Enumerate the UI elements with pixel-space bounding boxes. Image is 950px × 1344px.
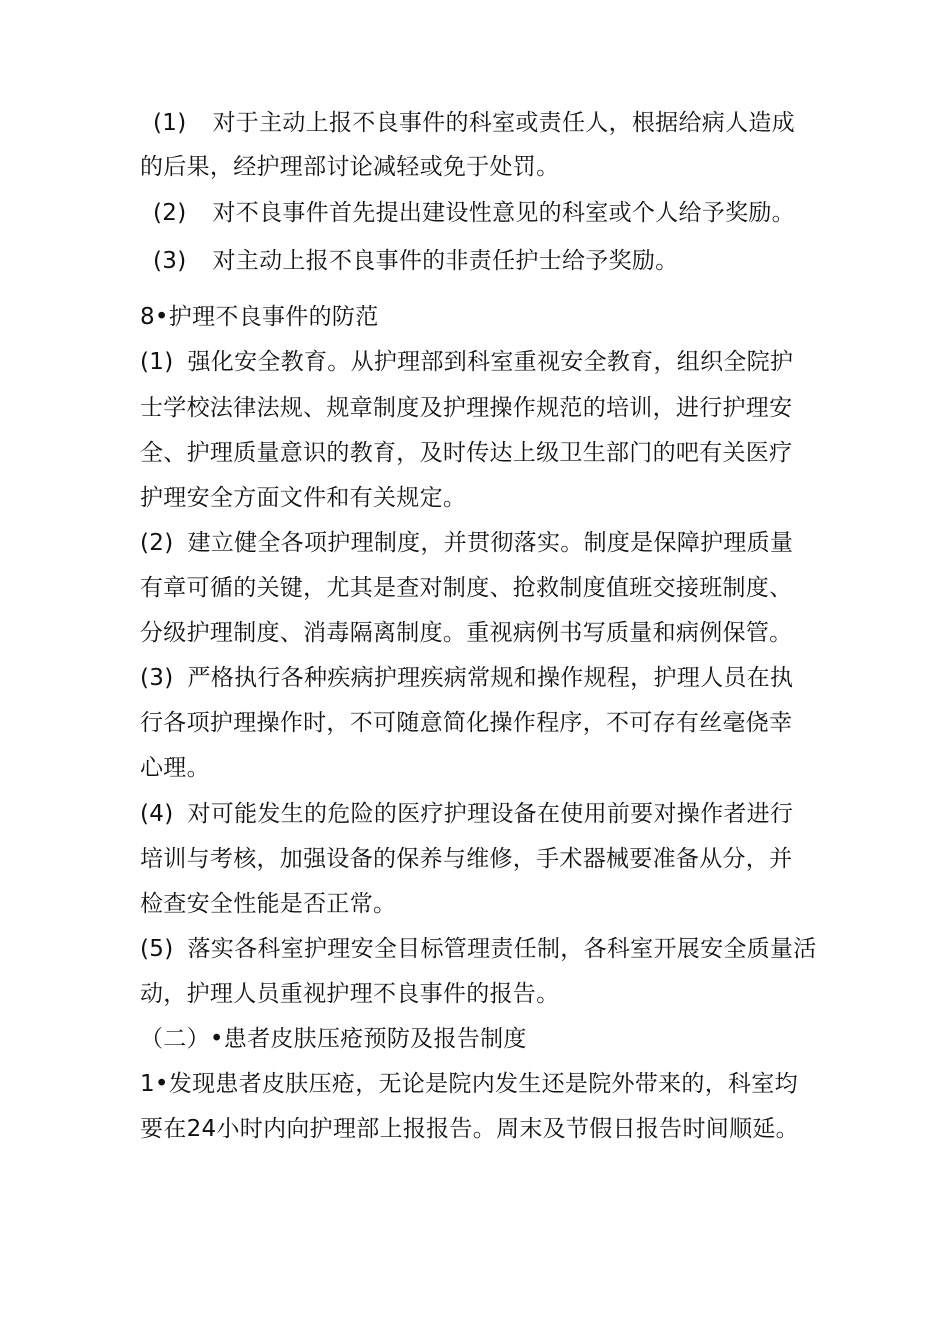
item-number: (5) (140, 936, 174, 962)
prevention-item-4 (140, 799, 793, 829)
item-text: 严格执行各种疾病护理疾病常规和操作规程，护理人员在执 (187, 665, 794, 691)
paragraph-line: 士学校法律法规、规章制度及护理操作规范的培训，进行护理安 (140, 395, 793, 421)
prevention-item-3 (140, 663, 793, 693)
paragraph-line: 心理。 (140, 755, 210, 781)
paragraph-line: 要在24小时内向护理部上报报告。周末及节假日报告时间顺延。 (140, 1116, 799, 1142)
paragraph-line: 有章可循的关键，尤其是查对制度、抢救制度值班交接班制度、 (140, 575, 793, 601)
section-2-heading: （二）•患者皮肤压疮预防及报告制度 (140, 1026, 527, 1052)
paragraph-line: 护理安全方面文件和有关规定。 (140, 485, 467, 511)
item-text: 落实各科室护理安全目标管理责任制，各科室开展安全质量活 (187, 936, 817, 962)
prevention-item-5 (140, 934, 817, 964)
reward-item-1-continuation: 的后果，经护理部讨论减轻或免于处罚。 (140, 154, 560, 180)
item-text: 对于主动上报不良事件的科室或责任人，根据给病人造成 (212, 110, 795, 136)
item-number: (3) (153, 248, 187, 274)
item-text: 建立健全各项护理制度，并贯彻落实。制度是保障护理质量 (187, 530, 794, 556)
paragraph-line: 分级护理制度、消毒隔离制度。重视病例书写质量和病例保管。 (140, 620, 793, 646)
paragraph-line: 全、护理质量意识的教育，及时传达上级卫生部门的吧有关医疗 (140, 440, 793, 466)
paragraph-line: 培训与考核，加强设备的保养与维修，手术器械要准备从分，并 (140, 846, 793, 872)
prevention-item-2 (140, 528, 793, 558)
paragraph-line: 检查安全性能是否正常。 (140, 891, 397, 917)
prevention-item-1 (140, 347, 793, 377)
reward-item-2 (153, 198, 795, 228)
item-number: (2) (153, 200, 187, 226)
paragraph-line: 行各项护理操作时，不可随意简化操作程序，不可存有丝毫侥幸 (140, 710, 793, 736)
item-text: 强化安全教育。从护理部到科室重视安全教育，组织全院护 (187, 349, 794, 375)
item-text: 对主动上报不良事件的非责任护士给予奖励。 (212, 248, 679, 274)
item-text: 对不良事件首先提出建设性意见的科室或个人给予奖励。 (212, 200, 795, 226)
item-number: (1) (153, 110, 187, 136)
item-number: (4) (140, 801, 174, 827)
item-number: (2) (140, 530, 174, 556)
paragraph-line: 动，护理人员重视护理不良事件的报告。 (140, 981, 560, 1007)
reward-item-3 (153, 246, 678, 276)
item-number: (1) (140, 349, 174, 375)
section-8-heading: 8•护理不良事件的防范 (140, 304, 379, 330)
paragraph-line: 1•发现患者皮肤压疮，无论是院内发生还是院外带来的，科室均 (140, 1071, 798, 1097)
item-text: 对可能发生的危险的医疗护理设备在使用前要对操作者进行 (187, 801, 794, 827)
reward-item-1 (153, 108, 795, 138)
item-number: (3) (140, 665, 174, 691)
